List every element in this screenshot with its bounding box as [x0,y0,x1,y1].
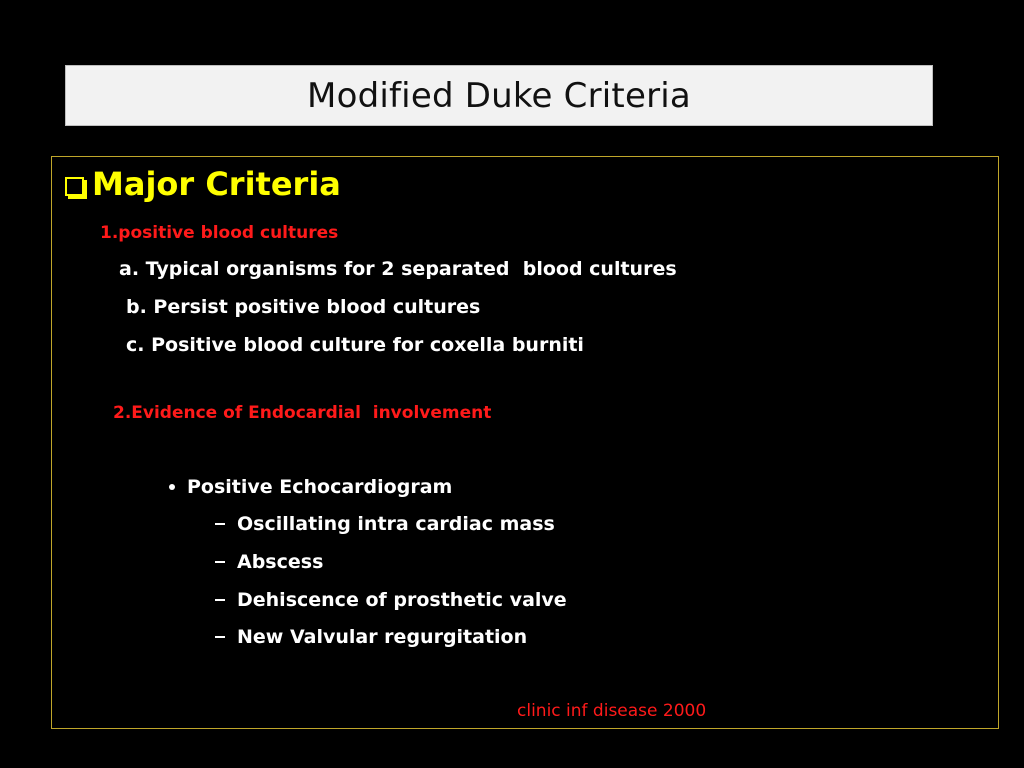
sub-item-label: Abscess [237,551,324,573]
sub-item-abscess [215,551,323,573]
sub-item-label: Oscillating intra cardiac mass [237,513,555,535]
sub-item-dehiscence [215,589,567,611]
sub-item-label: Dehiscence of prosthetic valve [237,589,567,611]
section1-item-a: a. Typical organisms for 2 separated blood cultures [119,258,677,280]
dash-icon [215,561,225,563]
title-box [65,65,933,126]
section2-heading: 2.Evidence of Endocardial involvement [113,403,492,423]
citation: clinic inf disease 2000 [517,701,707,721]
checkbox-icon [65,177,84,196]
bullet-dot-icon [169,484,175,490]
dash-icon [215,636,225,638]
dash-icon [215,599,225,601]
section1-item-b: b. Persist positive blood cultures [126,296,481,318]
section1-item-c: c. Positive blood culture for coxella burniti [126,334,584,356]
bullet-item-label: Positive Echocardiogram [187,476,453,498]
major-criteria-label: Major Criteria [92,165,341,203]
sub-item-label: New Valvular regurgitation [237,626,528,648]
section1-heading: 1.positive blood cultures [100,223,339,243]
slide-title: Modified Duke Criteria [307,75,691,116]
content-frame [51,156,999,729]
sub-item-regurgitation [215,626,527,648]
sub-item-mass [215,513,555,535]
bullet-item [169,476,452,498]
dash-icon [215,523,225,525]
major-criteria-heading [65,165,341,203]
